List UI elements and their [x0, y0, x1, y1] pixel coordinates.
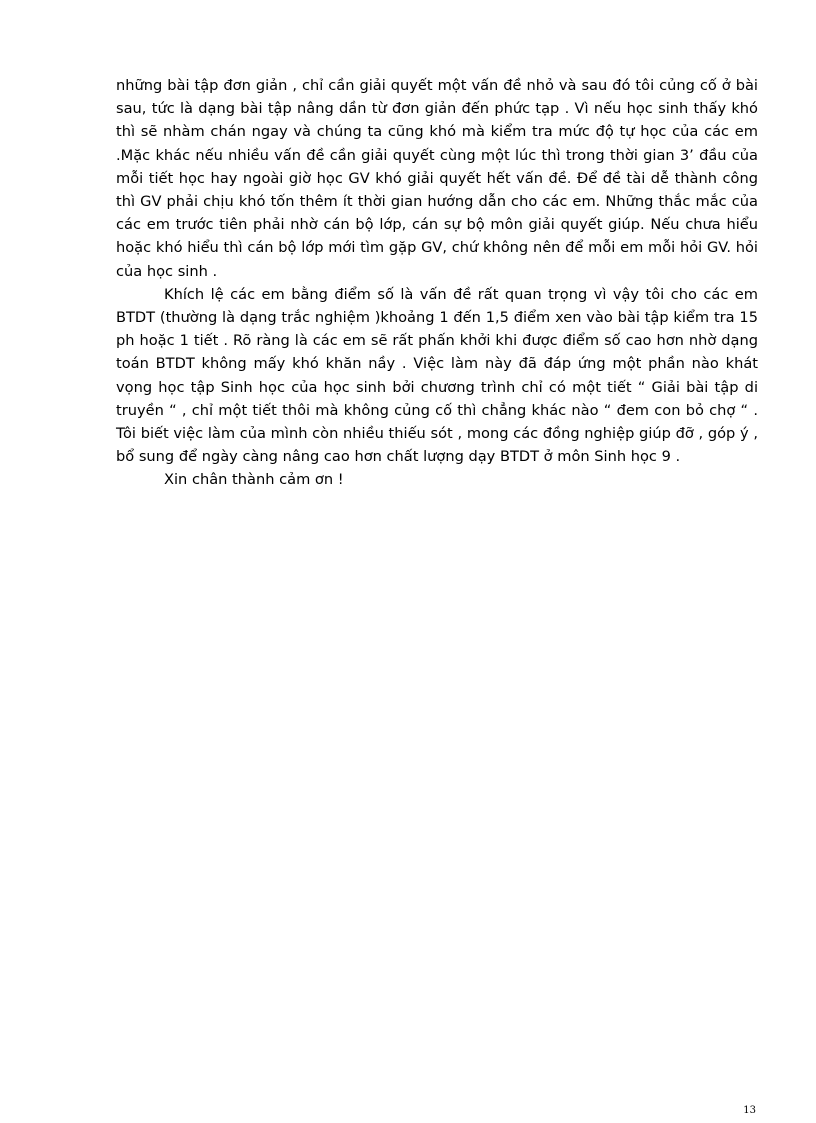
paragraph-closing-thanks: Xin chân thành cảm ơn !: [164, 471, 344, 489]
paragraph-encouragement: Khích lệ các em bằng điểm số là vấn đề rất quan trọng vì vậy tôi cho các em BTDT (thường là dạng trắc nghiệm )khoảng 1 đến 1,5 điểm xen vào bài tập kiểm tra 15 ph hoặc 1 tiết . Rõ ràng là các em sẽ rất phấn khởi khi được điểm số cao hơn nhờ dạng toán BTDT không mấy khó khăn nầy . Việc làm này đã đáp ứng một phần nào khát vọng học tập Sinh học của học sinh bởi chương trình chỉ có một tiết “ Giải bài tập di truyền “ , chỉ một tiết thôi mà không củng cố thì chẳng khác nào “ đem con bỏ chợ “ . Tôi biết việc làm của mình còn nhiều thiếu sót , mong các đồng nghiệp giúp đỡ , góp ý , bổ sung để ngày càng nâng cao hơn chất lượng dạy BTDT ở môn Sinh học 9 .: [116, 285, 758, 466]
paragraph-continuation: những bài tập đơn giản , chỉ cần giải quyết một vấn đề nhỏ và sau đó tôi củng cố ở bài sau, tức là dạng bài tập nâng dần từ đơn giản đến phức tạp . Vì nếu học sinh thấy khó thì sẽ nhàm chán ngay và chúng ta cũng khó mà kiểm tra mức độ tự học của các em .Mặc khác nếu nhiều vấn đề cần giải quyết cùng một lúc thì trong thời gian 3’ đầu của mỗi tiết học hay ngoài giờ học GV khó giải quyết hết vấn đề. Để đề tài dễ thành công thì GV phải chịu khó tốn thêm ít thời gian hướng dẫn cho các em. Những thắc mắc của các em trước tiên phải nhờ cán bộ lớp, cán sự bộ môn giải quyết giúp. Nếu chưa hiểu hoặc khó hiểu thì cán bộ lớp mới tìm gặp GV, chứ không nên để mỗi em mỗi hỏi GV. hỏi của học sinh .: [116, 77, 758, 280]
document-body: [116, 74, 758, 492]
page-number: 13: [743, 1105, 756, 1116]
